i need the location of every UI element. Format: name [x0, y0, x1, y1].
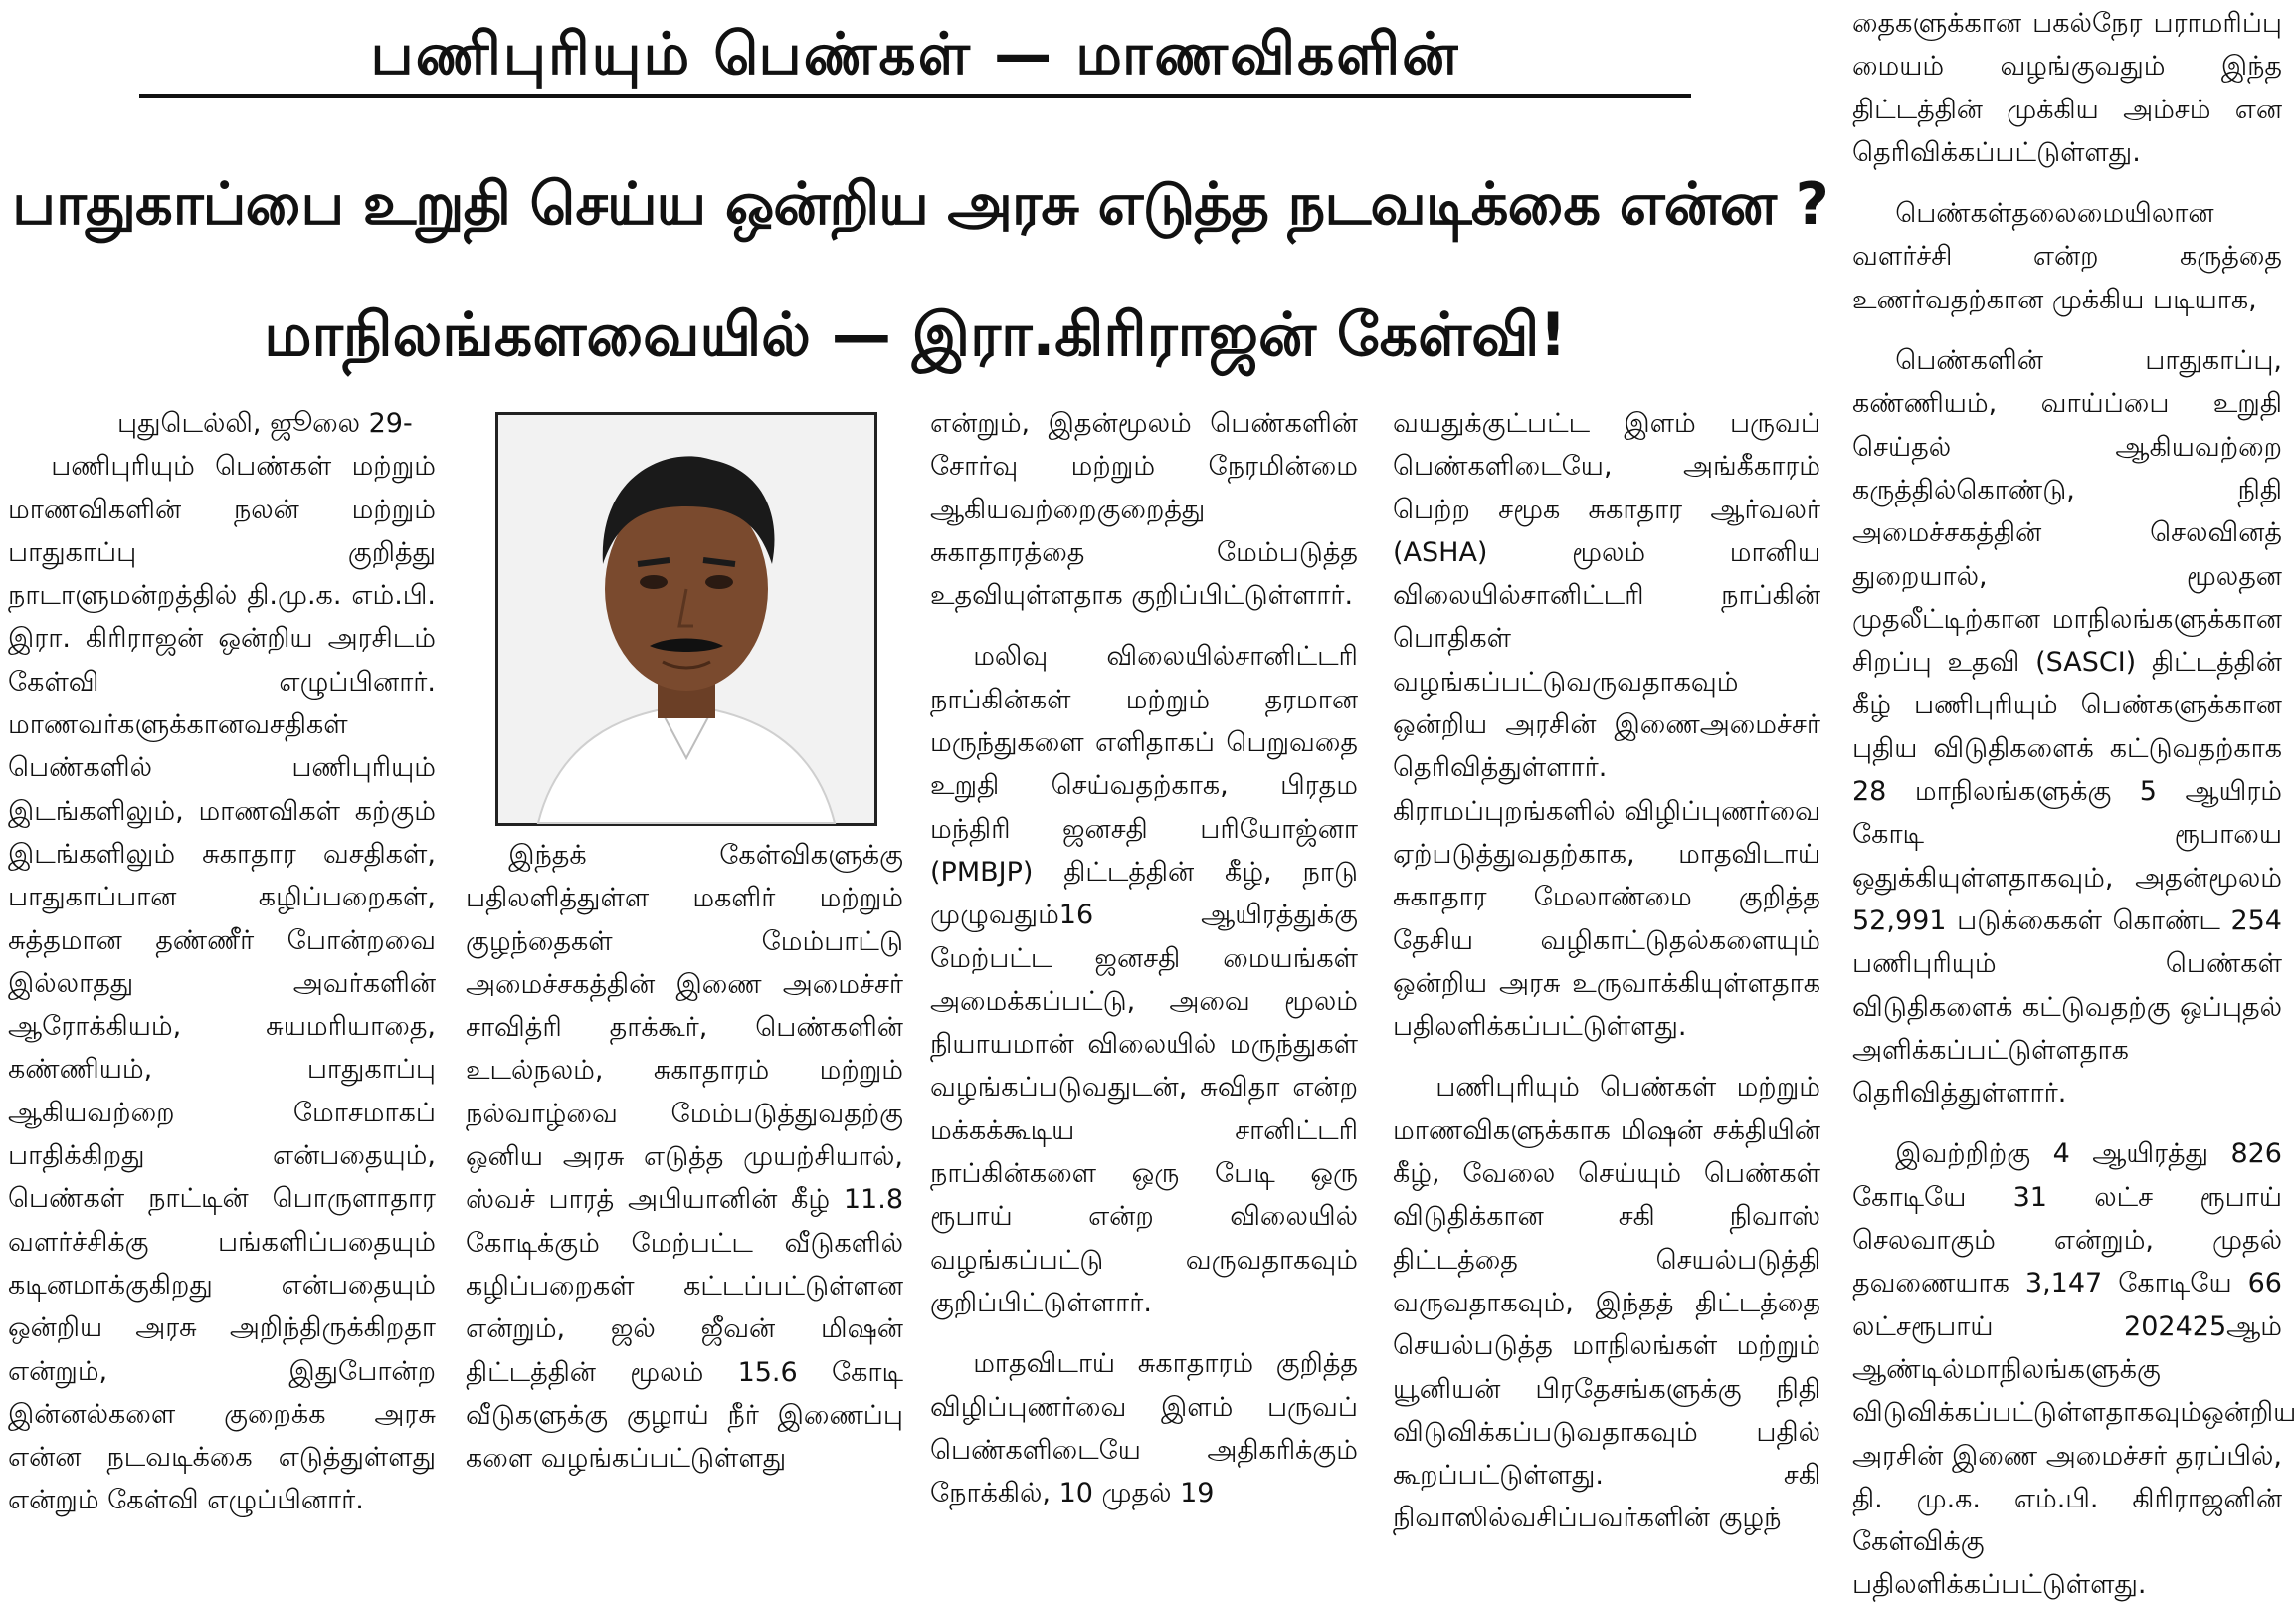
article-column-1 [8, 402, 436, 1516]
paragraph: இந்தக் கேள்விகளுக்கு பதிலளித்துள்ள மகளிர் மற்றும் குழந்தைகள் மேம்பாட்டு அமைச்சகத்தின் இணை அமைச்சர் சாவித்ரி தாக்கூர், பெண்களின் உடல்நலம், சுகாதாரம் மற்றும் நல்வாழ்வை மேம்படுத்துவதற்கு ஒனிய அரசு எடுத்த முயற்சியால், ஸ்வச் பாரத் அபியானின் கீழ் 11.8 கோடிக்கும் மேற்பட்ட வீடுகளில் கழிப்பறைகள் கட்டப்பட்டுள்ளன என்றும், ஜல் ஜீவன் மிஷன் திட்டத்தின் மூலம் 15.6 கோடி வீடுகளுக்கு குழாய் நீர் இணைப்பு களை வழங்கப்பட்டுள்ளது [466, 840, 903, 1475]
paragraph: பணிபுரியும் பெண்கள் மற்றும் மாணவிகளுக்காக மிஷன் சக்தியின் கீழ், வேலை செய்யும் பெண்கள் விடுதிக்கான சகி நிவாஸ் திட்டத்தை செயல்படுத்தி வருவதாகவும், இந்தத் திட்டத்தை செயல்படுத்த மாநிலங்கள் மற்றும் யூனியன் பிரதேசங்களுக்கு நிதி விடுவிக்கப்படுவதாகவும் பதில் கூறப்பட்டுள்ளது. சகி நிவாஸில்வசிப்பவர்களின் குழந் [1393, 1072, 1820, 1534]
article-column-5 [1852, 2, 2296, 1601]
kicker: பணிபுரியும் பெண்கள் — மாணவிகளின் [370, 20, 1460, 88]
paragraph: என்றும், இதன்மூலம் பெண்களின் சோர்வு மற்றும் நேரமின்மை ஆகியவற்றைகுறைத்து சுகாதாரத்தை மேம்படுத்த உதவியுள்ளதாக குறிப்பிட்டுள்ளார். [930, 408, 1358, 612]
article-column-4 [1393, 402, 1820, 1534]
article-column-2 [466, 834, 903, 1477]
paragraph: இவற்றிற்கு 4 ஆயிரத்து 826 கோடியே 31 லட்ச ரூபாய் செலவாகும் என்றும், முதல் தவணையாக 3,147 கோடியே 66 லட்சரூபாய் 202425ஆம் ஆண்டில்மாநிலங்களுக்கு விடுவிக்கப்பட்டுள்ளதாகவும்ஒன்றிய அரசின் இணை அமைச்சர் தரப்பில், தி. மு.க. எம்.பி. கிரிராஜனின் கேள்விக்கு பதிலளிக்கப்பட்டுள்ளது. [1852, 1138, 2296, 1601]
article-column-3 [930, 402, 1358, 1509]
paragraph: பெண்கள்தலைமையிலான வளர்ச்சி என்ற கருத்தை உணர்வதற்கான முக்கிய படியாக, [1852, 198, 2282, 315]
paragraph: தைகளுக்கான பகல்நேர பராமரிப்பு மையம் வழங்குவதும் இந்த திட்டத்தின் முக்கிய அம்சம் என தெரிவிக்கப்பட்டுள்ளது. [1852, 8, 2282, 168]
headline: பாதுகாப்பை உறுதி செய்ய ஒன்றிய அரசு எடுத்த நடவடிக்கை என்ன ? [12, 169, 1828, 238]
paragraph: பெண்களின் பாதுகாப்பு, கண்ணியம், வாய்ப்பை உறுதி செய்தல் ஆகியவற்றை கருத்தில்கொண்டு, நிதி அமைச்சகத்தின் செலவினத் துறையால், மூலதன முதலீட்டிற்கான மாநிலங்களுக்கான சிறப்பு உதவி (SASCI) திட்டத்தின் கீழ் பணிபுரியும் பெண்களுக்கான புதிய விடுதிகளைக் கட்டுவதற்காக 28 மாநிலங்களுக்கு 5 ஆயிரம் கோடி ரூபாயை ஒதுக்கியுள்ளதாகவும், அதன்மூலம் 52,991 படுக்கைகள் கொண்ட 254 பணிபுரியும் பெண்கள் விடுதிகளைக் கட்டுவதற்கு ஒப்புதல் அளிக்கப்பட்டுள்ளதாக தெரிவித்துள்ளார். [1852, 345, 2282, 1109]
headline-area [0, 0, 1840, 408]
paragraph: மாதவிடாய் சுகாதாரம் குறித்த விழிப்புணர்வை இளம் பருவப் பெண்களிடையே அதிகரிக்கும் நோக்கில், 10 முதல் 19 [930, 1348, 1358, 1509]
paragraph: பணிபுரியும் பெண்கள் மற்றும் மாணவிகளின் நலன் மற்றும் பாதுகாப்பு குறித்து நாடாளுமன்றத்தில் தி.மு.க. எம்.பி. இரா. கிரிராஜன் ஒன்றிய அரசிடம் கேள்வி எழுப்பினார். மாணவர்களுக்கானவசதிகள் பெண்களில் பணிபுரியும் இடங்களிலும், மாணவிகள் கற்கும் இடங்களிலும் சுகாதார வசதிகள், பாதுகாப்பான கழிப்பறைகள், சுத்தமான தண்ணீர் போன்றவை இல்லாதது அவர்களின் ஆரோக்கியம், சுயமரியாதை, கண்ணியம், பாதுகாப்பு ஆகியவற்றை மோசமாகப் பாதிக்கிறது என்பதையும், பெண்கள் நாட்டின் பொருளாதார வளர்ச்சிக்கு பங்களிப்பதையும் கடினமாக்குகிறது என்பதையும் ஒன்றிய அரசு அறிந்திருக்கிறதா என்றும், இதுபோன்ற இன்னல்களை குறைக்க அரசு என்ன நடவடிக்கை எடுத்துள்ளது என்றும் கேள்வி எழுப்பினார். [8, 451, 436, 1516]
portrait-photo [495, 412, 877, 826]
kicker-rule [139, 94, 1691, 98]
portrait-illustration [498, 415, 874, 823]
subhead: மாநிலங்களவையில் — இரா.கிரிராஜன் கேள்வி! [264, 301, 1567, 370]
paragraph: மலிவு விலையில்சானிட்டரி நாப்கின்கள் மற்றும் தரமான மருந்துகளை எளிதாகப் பெறுவதை உறுதி செய்வதற்காக, பிரதம மந்திரி ஜனசதி பரியோஜ்னா (PMBJP) திட்டத்தின் கீழ், நாடு முழுவதும்16 ஆயிரத்துக்கு மேற்பட்ட ஜனசதி மையங்கள் அமைக்கப்பட்டு, அவை மூலம் நியாயமான் விலையில் மருந்துகள் வழங்கப்படுவதுடன், சுவிதா என்ற மக்கக்கூடிய சானிட்டரி நாப்கின்களை ஒரு பேடி ஒரு ரூபாய் என்ற விலையில் வழங்கப்பட்டு வருவதாகவும் குறிப்பிட்டுள்ளார். [930, 641, 1358, 1318]
dateline: புதுடெல்லி, ஜூலை 29- [117, 408, 413, 439]
paragraph: வயதுக்குட்பட்ட இளம் பருவப் பெண்களிடையே, அங்கீகாரம் பெற்ற சமூக சுகாதார ஆர்வலர் (ASHA) மூலம் மானிய விலையில்சானிட்டரி நாப்கின் பொதிகள் வழங்கப்பட்டுவருவதாகவும் ஒன்றிய அரசின் இணைஅமைச்சர் தெரிவித்துள்ளார். கிராமப்புறங்களில் விழிப்புணர்வை ஏற்படுத்துவதற்காக, மாதவிடாய் சுகாதார மேலாண்மை குறித்த தேசிய வழிகாட்டுதல்களையும் ஒன்றிய அரசு உருவாக்கியுள்ளதாக பதிலளிக்கப்பட்டுள்ளது. [1393, 408, 1820, 1043]
